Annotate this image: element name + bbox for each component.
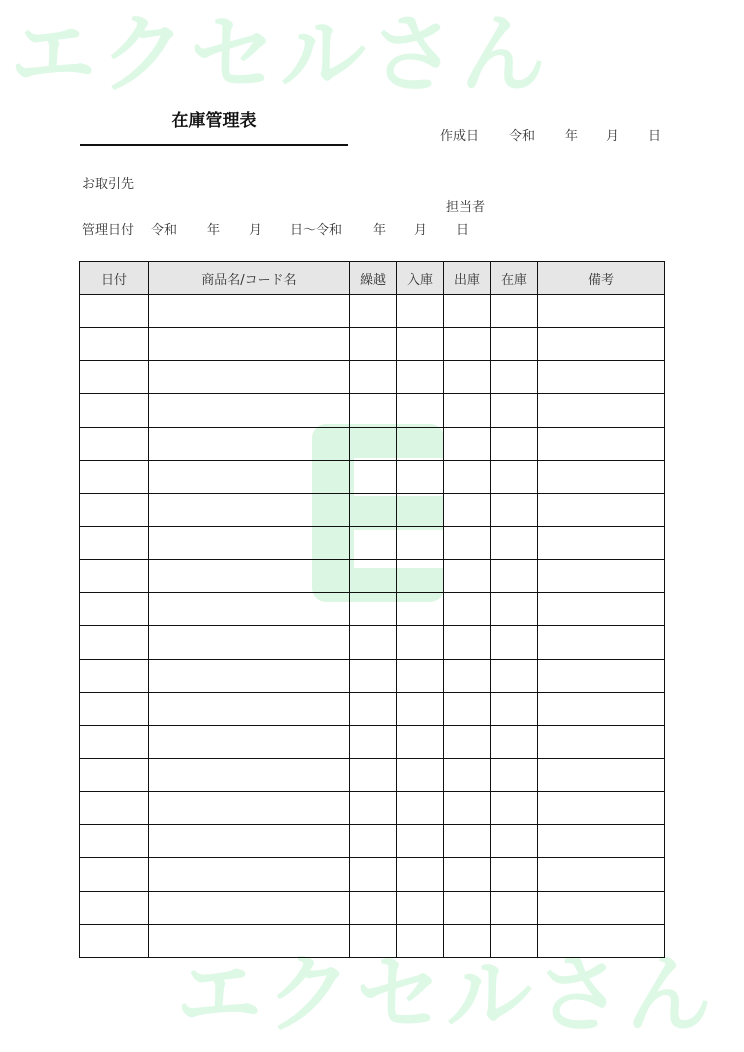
document-title: 在庫管理表 [171,111,257,131]
table-cell[interactable] [149,924,350,957]
header-notes: 備考 [538,262,665,295]
table-cell[interactable] [149,560,350,593]
table-cell[interactable] [397,460,444,493]
period-start-month: 月 [249,223,263,238]
table-cell[interactable] [149,792,350,825]
table-cell[interactable] [80,328,149,361]
table-cell[interactable] [350,394,397,427]
table-cell[interactable] [80,659,149,692]
table-cell[interactable] [397,593,444,626]
table-cell[interactable] [80,394,149,427]
table-cell[interactable] [149,460,350,493]
header-date: 日付 [80,262,149,295]
inventory-table [79,261,665,958]
created-day: 日 [648,129,662,144]
table-cell[interactable] [444,460,491,493]
table-cell[interactable] [350,626,397,659]
watermark-bottom: エクセルさん [176,945,716,1045]
table-cell[interactable] [538,328,665,361]
table-cell[interactable] [397,692,444,725]
table-cell[interactable] [491,460,538,493]
table-cell[interactable] [350,493,397,526]
table-cell[interactable] [350,924,397,957]
table-cell[interactable] [538,526,665,559]
table-row [80,725,665,758]
table-cell[interactable] [444,427,491,460]
table-row [80,858,665,891]
table-cell[interactable] [397,394,444,427]
table-cell[interactable] [80,493,149,526]
table-row [80,593,665,626]
table-cell[interactable] [491,560,538,593]
watermark-top: エクセルさん [10,5,550,105]
table-cell[interactable] [444,825,491,858]
table-cell[interactable] [149,493,350,526]
table-cell[interactable] [444,394,491,427]
table-cell[interactable] [491,493,538,526]
table-row [80,659,665,692]
table-cell[interactable] [397,825,444,858]
table-cell[interactable] [538,692,665,725]
table-cell[interactable] [444,295,491,328]
table-cell[interactable] [444,924,491,957]
table-cell[interactable] [80,295,149,328]
table-cell[interactable] [350,858,397,891]
person-label: 担当者 [446,200,486,215]
table-cell[interactable] [80,626,149,659]
table-cell[interactable] [149,295,350,328]
table-cell[interactable] [538,361,665,394]
table-cell[interactable] [538,825,665,858]
table-cell[interactable] [149,394,350,427]
table-cell[interactable] [149,593,350,626]
table-cell[interactable] [538,493,665,526]
table-row [80,891,665,924]
table-cell[interactable] [491,659,538,692]
table-cell[interactable] [491,593,538,626]
table-cell[interactable] [80,361,149,394]
table-cell[interactable] [491,692,538,725]
table-cell[interactable] [538,427,665,460]
table-cell[interactable] [444,626,491,659]
table-cell[interactable] [350,361,397,394]
table-cell[interactable] [538,792,665,825]
table-cell[interactable] [397,725,444,758]
table-cell[interactable] [350,460,397,493]
table-cell[interactable] [491,526,538,559]
table-cell[interactable] [80,692,149,725]
table-cell[interactable] [80,526,149,559]
period-range-separator: 日～令和 [290,223,343,238]
table-cell[interactable] [444,593,491,626]
table-cell[interactable] [149,427,350,460]
table-cell[interactable] [350,295,397,328]
table-cell[interactable] [80,858,149,891]
table-cell[interactable] [397,758,444,791]
table-row [80,692,665,725]
table-cell[interactable] [444,792,491,825]
table-cell[interactable] [491,394,538,427]
table-row [80,825,665,858]
table-cell[interactable] [538,858,665,891]
table-cell[interactable] [538,924,665,957]
table-cell[interactable] [491,792,538,825]
table-cell[interactable] [350,792,397,825]
header-stock: 在庫 [491,262,538,295]
table-cell[interactable] [444,858,491,891]
table-cell[interactable] [149,725,350,758]
table-cell[interactable] [397,427,444,460]
table-row [80,295,665,328]
table-cell[interactable] [80,725,149,758]
table-row [80,493,665,526]
table-cell[interactable] [491,328,538,361]
table-cell[interactable] [350,560,397,593]
table-cell[interactable] [397,792,444,825]
table-cell[interactable] [149,626,350,659]
table-cell[interactable] [444,493,491,526]
table-cell[interactable] [149,758,350,791]
table-row [80,427,665,460]
header-product: 商品名/コード名 [149,262,350,295]
table-cell[interactable] [491,361,538,394]
table-cell[interactable] [350,593,397,626]
table-cell[interactable] [491,725,538,758]
table-cell[interactable] [149,659,350,692]
table-cell[interactable] [538,460,665,493]
table-cell[interactable] [350,891,397,924]
header-received: 入庫 [397,262,444,295]
table-cell[interactable] [538,394,665,427]
table-cell[interactable] [397,361,444,394]
table-body [80,295,665,958]
table-cell[interactable] [491,295,538,328]
table-cell[interactable] [80,560,149,593]
header-shipped: 出庫 [444,262,491,295]
table-cell[interactable] [80,891,149,924]
table-cell[interactable] [491,858,538,891]
table-cell[interactable] [491,427,538,460]
table-cell[interactable] [350,659,397,692]
table-cell[interactable] [538,593,665,626]
period-label: 管理日付 [82,223,135,238]
table-cell[interactable] [350,758,397,791]
table-cell[interactable] [444,692,491,725]
table-cell[interactable] [397,924,444,957]
period-end-day: 日 [456,223,470,238]
table-cell[interactable] [491,825,538,858]
table-row [80,758,665,791]
table-cell[interactable] [397,626,444,659]
header-carryover: 繰越 [350,262,397,295]
table-row [80,394,665,427]
table-cell[interactable] [80,825,149,858]
table-cell[interactable] [538,725,665,758]
table-cell[interactable] [397,526,444,559]
table-cell[interactable] [444,659,491,692]
table-cell[interactable] [350,427,397,460]
table-cell[interactable] [538,626,665,659]
created-era: 令和 [509,129,536,144]
table-cell[interactable] [444,891,491,924]
table-cell[interactable] [149,858,350,891]
table-cell[interactable] [149,825,350,858]
period-end-year: 年 [373,223,387,238]
table-cell[interactable] [444,526,491,559]
table-cell[interactable] [538,659,665,692]
table-cell[interactable] [491,626,538,659]
table-cell[interactable] [491,924,538,957]
table-cell[interactable] [149,361,350,394]
period-end-month: 月 [414,223,428,238]
period-start-year: 年 [207,223,221,238]
table-cell[interactable] [397,328,444,361]
table-cell[interactable] [444,361,491,394]
table-cell[interactable] [538,891,665,924]
table-cell[interactable] [350,526,397,559]
table-cell[interactable] [538,560,665,593]
table-row [80,361,665,394]
table-cell[interactable] [397,560,444,593]
period-start-era: 令和 [151,223,178,238]
table-cell[interactable] [350,725,397,758]
table-header-row [80,262,665,295]
table-cell[interactable] [80,427,149,460]
table-cell[interactable] [444,758,491,791]
table-cell[interactable] [80,924,149,957]
table-cell[interactable] [80,593,149,626]
table-cell[interactable] [538,758,665,791]
table-cell[interactable] [149,891,350,924]
table-cell[interactable] [149,526,350,559]
table-row [80,526,665,559]
table-cell[interactable] [350,328,397,361]
table-cell[interactable] [397,659,444,692]
client-label: お取引先 [82,177,135,192]
table-cell[interactable] [397,295,444,328]
table-cell[interactable] [444,560,491,593]
table-cell[interactable] [397,493,444,526]
table-cell[interactable] [80,758,149,791]
table-cell[interactable] [397,891,444,924]
table-cell[interactable] [80,792,149,825]
table-cell[interactable] [350,825,397,858]
table-cell[interactable] [444,328,491,361]
created-label: 作成日 [440,129,480,144]
created-month: 月 [606,129,620,144]
table-row [80,560,665,593]
table-cell[interactable] [397,858,444,891]
table-cell[interactable] [350,692,397,725]
table-cell[interactable] [444,725,491,758]
table-row [80,328,665,361]
table-row [80,460,665,493]
table-cell[interactable] [491,891,538,924]
title-underline [80,144,348,146]
table-row [80,792,665,825]
table-cell[interactable] [80,460,149,493]
table-row [80,924,665,957]
table-cell[interactable] [149,328,350,361]
table-row [80,626,665,659]
table-cell[interactable] [491,758,538,791]
table-cell[interactable] [149,692,350,725]
created-year: 年 [565,129,579,144]
table-cell[interactable] [538,295,665,328]
